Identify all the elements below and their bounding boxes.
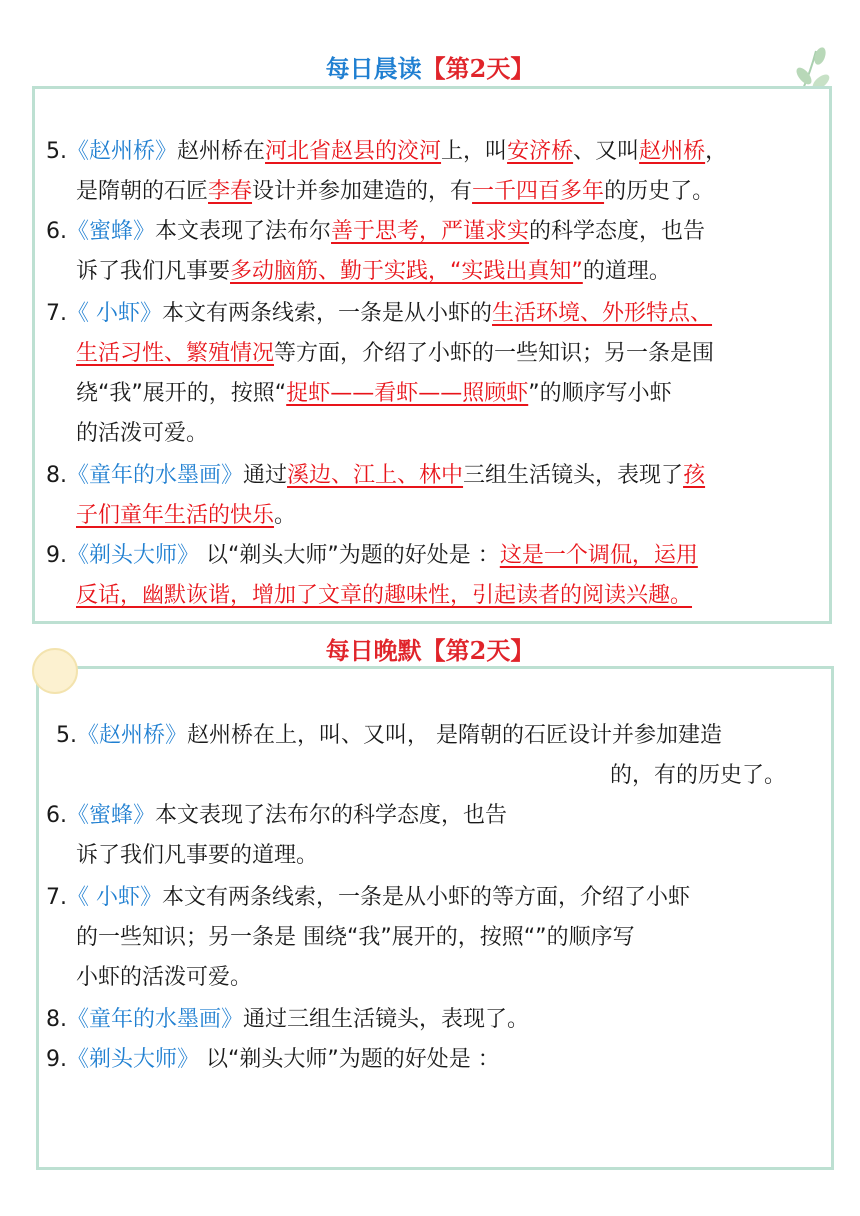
answer: 子们童年生活的快乐 xyxy=(76,503,275,528)
answer: 善于思考，严谨求实 xyxy=(331,219,530,244)
evening-title xyxy=(0,636,860,666)
sun-circle-icon xyxy=(32,648,78,694)
text-segment: 是隋朝的石匠 xyxy=(76,179,209,204)
answer: 李春 xyxy=(208,179,253,204)
answer: 生活习性、繁殖情况 xyxy=(76,341,275,366)
morning-item-6-line-1 xyxy=(46,212,705,252)
evening-item-6-line-2 xyxy=(76,836,318,876)
morning-item-5-line-2 xyxy=(76,172,714,212)
evening-item-5-line-1 xyxy=(56,716,722,756)
answer: 河北省赵县的洨河 xyxy=(265,139,442,164)
morning-item-8-line-1 xyxy=(46,456,705,496)
book-title: 《赵州桥》 xyxy=(77,723,188,748)
morning-item-5-line-1 xyxy=(46,132,727,172)
morning-item-7-line-1 xyxy=(46,294,712,334)
text-segment: 9. xyxy=(46,543,67,568)
text-segment: 7. xyxy=(46,301,67,326)
evening-item-6-line-1 xyxy=(46,796,507,836)
text-segment: 设计并参加建造的，有 xyxy=(252,179,473,204)
text-segment: 赵州桥在上，叫、又叫， 是隋朝的石匠设计并参加建造 xyxy=(187,723,723,748)
answer: 一千四百多年 xyxy=(472,179,605,204)
evening-item-7-line-2 xyxy=(76,918,635,958)
text-segment: 诉了我们凡事要的道理。 xyxy=(76,843,319,868)
evening-title-day: 【第2天】 xyxy=(421,636,535,665)
book-title: 《童年的水墨画》 xyxy=(67,463,244,488)
text-segment: 的一些知识；另一条是 围绕“我”展开的，按照“”的顺序写 xyxy=(76,925,635,950)
book-title: 《蜜蜂》 xyxy=(67,219,156,244)
text-segment: 8. xyxy=(46,463,67,488)
text-segment: 5. xyxy=(56,723,77,748)
text-segment: 三组生活镜头，表现了 xyxy=(463,463,684,488)
morning-title-day: 【第2天】 xyxy=(421,54,535,83)
text-segment: 。 xyxy=(274,503,297,528)
text-segment: 通过 xyxy=(243,463,288,488)
text-segment: 的，有的历史了。 xyxy=(610,763,787,788)
book-title: 《 小虾》 xyxy=(67,885,162,910)
evening-item-8-line-1 xyxy=(46,1000,529,1040)
text-segment: 本文有两条线索，一条是从小虾的等方面，介绍了小虾 xyxy=(162,885,691,910)
book-title: 《蜜蜂》 xyxy=(67,803,156,828)
text-segment: 以“剃头大师”为题的好处是 ： xyxy=(199,1047,500,1072)
morning-item-7-line-2 xyxy=(76,334,714,374)
morning-title-main: 每日晨读 xyxy=(325,54,422,83)
text-segment: 的历史了。 xyxy=(604,179,715,204)
morning-item-8-line-2 xyxy=(76,496,296,536)
evening-item-7-line-3 xyxy=(76,958,252,998)
book-title: 《剃头大师》 xyxy=(67,1047,200,1072)
text-segment: 本文表现了法布尔 xyxy=(155,219,332,244)
text-segment: 赵州桥在 xyxy=(177,139,266,164)
answer: 赵州桥 xyxy=(639,139,706,164)
text-segment: 通过三组生活镜头，表现了。 xyxy=(243,1007,530,1032)
text-segment: 的活泼可爱。 xyxy=(76,421,209,446)
answer: 多动脑筋、勤于实践，“实践出真知” xyxy=(230,259,583,284)
evening-item-9-line-1 xyxy=(46,1040,500,1080)
text-segment: 本文有两条线索，一条是从小虾的 xyxy=(162,301,493,326)
text-segment: 8. xyxy=(46,1007,67,1032)
book-title: 《剃头大师》 xyxy=(67,543,200,568)
morning-title xyxy=(0,54,860,84)
answer: 溪边、江上、林中 xyxy=(287,463,464,488)
text-segment: 上，叫 xyxy=(441,139,508,164)
text-segment: 的道理。 xyxy=(582,259,671,284)
text-segment: 6. xyxy=(46,803,67,828)
text-segment: 以“剃头大师”为题的好处是 ： xyxy=(199,543,500,568)
answer: 反话，幽默诙谐，增加了文章的趣味性，引起读者的阅读兴趣。 xyxy=(76,583,693,608)
text-segment: 等方面，介绍了小虾的一些知识；另一条是围 xyxy=(274,341,715,366)
text-segment: ， xyxy=(705,139,728,164)
text-segment: 5. xyxy=(46,139,67,164)
evening-item-7-line-1 xyxy=(46,878,690,918)
morning-item-7-line-4 xyxy=(76,414,208,454)
answer: 生活环境、外形特点、 xyxy=(492,301,713,326)
morning-item-9-line-2 xyxy=(76,576,692,616)
book-title: 《 小虾》 xyxy=(67,301,162,326)
answer: 安济桥 xyxy=(507,139,574,164)
text-segment: 诉了我们凡事要 xyxy=(76,259,231,284)
text-segment: 的科学态度，也告 xyxy=(529,219,706,244)
morning-item-7-line-3 xyxy=(76,374,672,414)
book-title: 《童年的水墨画》 xyxy=(67,1007,244,1032)
answer: 捉虾——看虾——照顾虾 xyxy=(286,381,529,406)
evening-title-main: 每日晚默 xyxy=(325,636,422,665)
morning-item-9-line-1 xyxy=(46,536,698,576)
answer: 这是一个调侃，运用 xyxy=(499,543,698,568)
book-title: 《赵州桥》 xyxy=(67,139,178,164)
morning-item-6-line-2 xyxy=(76,252,671,292)
text-segment: 本文表现了法布尔的科学态度，也告 xyxy=(155,803,508,828)
evening-item-5-line-2 xyxy=(610,756,786,796)
answer: 孩 xyxy=(683,463,706,488)
text-segment: 绕“我”展开的，按照“ xyxy=(76,381,287,406)
text-segment: 小虾的活泼可爱。 xyxy=(76,965,253,990)
text-segment: 、又叫 xyxy=(573,139,640,164)
text-segment: 9. xyxy=(46,1047,67,1072)
text-segment: 7. xyxy=(46,885,67,910)
text-segment: ”的顺序写小虾 xyxy=(528,381,672,406)
text-segment: 6. xyxy=(46,219,67,244)
